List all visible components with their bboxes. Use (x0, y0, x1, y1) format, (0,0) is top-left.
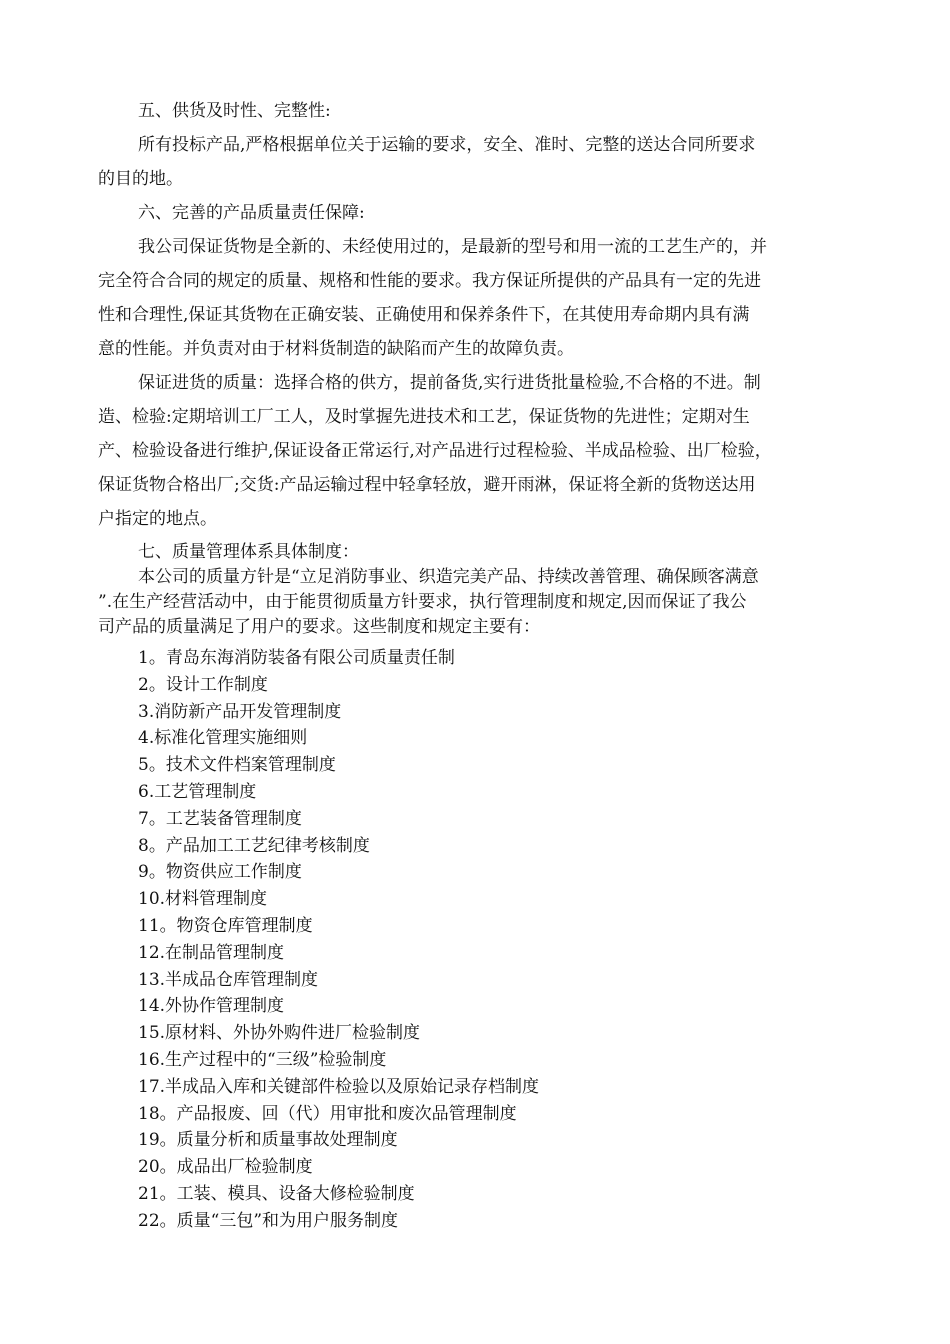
section-6-paragraph-2-line: 保证进货的质量：选择合格的供方，提前备货,实行进货批量检验,不合格的不进。制 (138, 373, 761, 393)
section-6-paragraph-1-line: 性和合理性,保证其货物在正确安装、正确使用和保养条件下，在其使用寿命期内具有满 (98, 305, 750, 325)
list-item: 13.半成品仓库管理制度 (138, 969, 319, 990)
section-6-heading: 六、完善的产品质量责任保障: (138, 203, 365, 223)
list-item: 17.半成品入库和关键部件检验以及原始记录存档制度 (138, 1076, 540, 1097)
section-5 (98, 94, 860, 196)
section-6-paragraph-1-line: 我公司保证货物是全新的、未经使用过的，是最新的型号和用一流的工艺生产的，并 (138, 237, 767, 257)
list-item: 1。青岛东海消防装备有限公司质量责任制 (138, 648, 455, 668)
section-7-heading: 七、质量管理体系具体制度： (138, 542, 359, 562)
list-item: 7。工艺装备管理制度 (138, 808, 302, 829)
list-item: 15.原材料、外协外购件进厂检验制度 (138, 1023, 421, 1044)
list-item: 4.标准化管理实施细则 (138, 728, 308, 749)
list-item: 8。产品加工工艺纪律考核制度 (138, 835, 370, 856)
section-6-paragraph-2-line: 保证货物合格出厂;交货:产品运输过程中轻拿轻放，避开雨淋，保证将全新的货物送达用 (98, 475, 756, 495)
section-7-intro-line: 本公司的质量方针是“立足消防事业、织造完美产品、持续改善管理、确保顾客满意 (138, 567, 759, 587)
section-6-paragraph-1-line: 意的性能。并负责对由于材料货制造的缺陷而产生的故障负责。 (98, 339, 574, 359)
section-7-intro-line: ”.在生产经营活动中，由于能贯彻质量方针要求，执行管理制度和规定,因而保证了我公 (98, 592, 747, 612)
section-6-paragraph-2-line: 户指定的地点。 (98, 509, 217, 529)
list-item: 3.消防新产品开发管理制度 (138, 701, 342, 722)
list-item: 21。工装、模具、设备大修检验制度 (138, 1183, 415, 1204)
list-item: 9。物资供应工作制度 (138, 862, 302, 883)
section-5-paragraph-line: 所有投标产品,严格根据单位关于运输的要求，安全、准时、完整的送达合同所要求 (138, 135, 756, 155)
section-7 (98, 540, 860, 640)
list-item: 12.在制品管理制度 (138, 942, 285, 963)
section-6-paragraph-2-line: 产、检验设备进行维护,保证设备正常运行,对产品进行过程检验、半成品检验、出厂检验， (98, 441, 772, 461)
list-item: 10.材料管理制度 (138, 889, 268, 910)
list-item: 19。质量分析和质量事故处理制度 (138, 1130, 398, 1151)
list-item: 11。物资仓库管理制度 (138, 915, 313, 936)
list-item: 18。产品报废、回（代）用审批和废次品管理制度 (138, 1103, 517, 1124)
section-5-heading: 五、供货及时性、完整性: (138, 101, 331, 121)
section-6-paragraph-2-line: 造、检验:定期培训工厂工人，及时掌握先进技术和工艺，保证货物的先进性；定期对生 (98, 407, 750, 427)
section-6 (98, 196, 860, 536)
list-item: 20。成品出厂检验制度 (138, 1157, 313, 1178)
regulation-list (138, 645, 539, 1235)
section-6-paragraph-1-line: 完全符合合同的规定的质量、规格和性能的要求。我方保证所提供的产品具有一定的先进 (98, 271, 761, 291)
list-item: 2。设计工作制度 (138, 674, 268, 695)
section-5-paragraph-line: 的目的地。 (98, 169, 183, 189)
list-item: 22。质量“三包”和为用户服务制度 (138, 1210, 399, 1231)
list-item: 14.外协作管理制度 (138, 996, 285, 1017)
section-7-intro-line: 司产品的质量满足了用户的要求。这些制度和规定主要有： (98, 617, 540, 637)
list-item: 5。技术文件档案管理制度 (138, 755, 336, 776)
list-item: 16.生产过程中的“三级”检验制度 (138, 1049, 387, 1070)
list-item: 6.工艺管理制度 (138, 781, 257, 802)
